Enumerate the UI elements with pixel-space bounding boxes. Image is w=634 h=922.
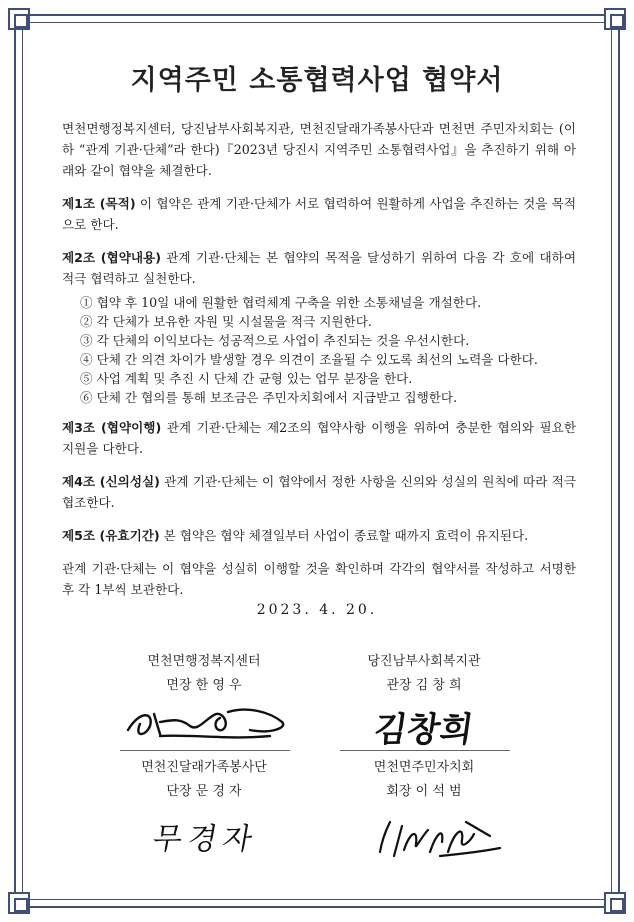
article-heading: 제3조 (협약이행) <box>62 420 162 435</box>
signatory-block-4 <box>314 756 534 804</box>
list-item: ② 각 단체가 보유한 자원 및 시설물을 적극 지원한다. <box>80 314 372 329</box>
list-item: ① 협약 후 10일 내에 원활한 협력체계 구축을 위한 소통채널을 개설한다. <box>80 295 482 310</box>
signatory-person: 관장 김 창 희 <box>386 678 462 693</box>
corner-ornament-bottom-left <box>8 892 30 914</box>
article-text: 본 협약은 협약 체결일부터 사업이 종료할 때까지 효력이 유지된다. <box>159 528 529 543</box>
corner-ornament-top-right <box>604 8 626 30</box>
article-text: 관계 기관·단체는 본 협약의 목적을 달성하기 위하여 다음 각 호에 대하여 적극 협력하고 실천한다. <box>62 250 577 286</box>
list-item: ⑤ 사업 계획 및 추진 시 단체 간 균형 있는 업무 분장을 한다. <box>80 371 413 386</box>
signatory-person: 단장 문 경 자 <box>166 784 242 799</box>
corner-ornament-top-left <box>8 8 30 30</box>
agreement-date: 2023. 4. 20. <box>256 602 378 618</box>
list-item: ④ 단체 간 의견 차이가 발생할 경우 의견이 조율될 수 있도록 최선의 노력을 다한다. <box>80 352 538 367</box>
article-1 <box>62 193 576 235</box>
signatory-org: 당진남부사회복지관 <box>367 654 481 669</box>
document-title: 지역주민 소통협력사업 협약서 <box>130 65 504 96</box>
article-heading: 제2조 (협약내용) <box>62 250 161 265</box>
signature-image-3: 무경자 <box>149 822 261 857</box>
signature-image-1 <box>120 700 300 750</box>
signatory-org: 면천진달래가족봉사단 <box>141 760 267 775</box>
corner-ornament-bottom-right <box>604 892 626 914</box>
article-heading: 제1조 (목적) <box>62 196 136 211</box>
signatory-org: 면천면주민자치회 <box>373 760 475 775</box>
signature-image-2: 김창희 <box>371 710 476 750</box>
signatory-block-3 <box>94 756 314 804</box>
article-2 <box>62 247 576 289</box>
signatory-person: 면장 한 영 우 <box>166 678 242 693</box>
article-text: 관계 기관·단체는 제2조의 협약사항 이행을 위하여 충분한 협의와 필요한 지원을 다한다. <box>62 420 576 456</box>
signatory-block-1 <box>94 650 314 698</box>
signature-line-1 <box>120 750 290 751</box>
agreement-items-list <box>80 293 576 407</box>
document-body <box>62 118 576 612</box>
signature-image-4 <box>370 812 510 862</box>
signatory-org: 면천면행정복지센터 <box>147 654 261 669</box>
signatory-person: 회장 이 석 범 <box>386 784 462 799</box>
closing-paragraph: 관계 기관·단체는 이 협약을 성실히 이행할 것을 확인하며 각각의 협약서를 작성하고 서명한 후 각 1부씩 보관한다. <box>62 561 576 597</box>
list-item: ⑥ 단체 간 협의를 통해 보조금은 주민자치회에서 지급받고 집행한다. <box>80 390 458 405</box>
signature-line-2 <box>340 750 510 751</box>
article-text: 관계 기관·단체는 이 협약에서 정한 사항을 신의와 성실의 원칙에 따라 적극 협조한다. <box>62 474 576 510</box>
article-4 <box>62 471 576 513</box>
article-heading: 제4조 (신의성실) <box>62 474 160 489</box>
article-3 <box>62 417 576 459</box>
list-item: ③ 각 단체의 이익보다는 성공적으로 사업이 추진되는 것을 우선시한다. <box>80 333 470 348</box>
article-5 <box>62 525 576 546</box>
signatory-block-2 <box>314 650 534 698</box>
intro-paragraph: 면천면행정복지센터, 당진남부사회복지관, 면천진달래가족봉사단과 면천면 주민자치회는 (이하 “관계 기관·단체”라 한다)『2023년 당진시 지역주민 소통협력사업』을 추진하기 위해 아래와 같이 협약을 체결한다. <box>62 121 576 178</box>
article-heading: 제5조 (유효기간) <box>62 528 160 543</box>
article-text: 이 협약은 관계 기관·단체가 서로 협력하여 원활하게 사업을 추진하는 것을 목적으로 한다. <box>62 196 576 232</box>
